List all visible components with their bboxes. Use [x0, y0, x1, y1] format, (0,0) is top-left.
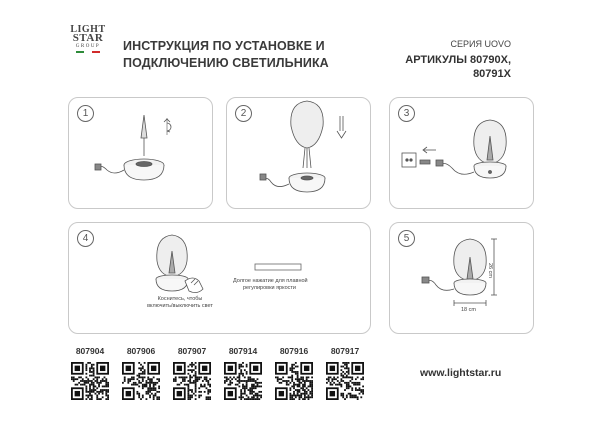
step-2-panel: [226, 97, 371, 209]
logo-line-1: LIGHT: [70, 24, 106, 35]
product-code: 807907: [177, 346, 207, 356]
bulb-icon: [141, 115, 147, 138]
brand-logo: [66, 25, 110, 53]
touch-instruction: [145, 296, 215, 310]
hold-instruction: [233, 278, 333, 292]
step-5-illustration: [390, 223, 535, 335]
step-1-panel: [68, 97, 213, 209]
page-title: [123, 38, 329, 72]
qr-code-icon[interactable]: [224, 362, 262, 400]
hold-text-line-2: регулировки яркости: [243, 285, 296, 291]
articles-line-2: 80791X: [473, 68, 511, 80]
dimmer-bar-icon: [255, 264, 301, 270]
step-5-panel: [389, 222, 534, 334]
website-link[interactable]: www.lightstar.ru: [420, 367, 502, 379]
hold-text-line-1: Долгое нажатие для плавной: [233, 278, 308, 284]
qr-code-icon[interactable]: [173, 362, 211, 400]
glass-shade-icon: [291, 101, 323, 148]
step-2-illustration: [227, 98, 372, 210]
step-3-panel: [389, 97, 534, 209]
width-label: 18 cm: [461, 307, 476, 313]
rotate-arrow-icon: [167, 123, 171, 131]
touch-text-line-2: включить/выключить свет: [147, 303, 213, 309]
step-5-number: 5: [398, 230, 415, 247]
logo-line-3: GROUP: [75, 44, 101, 49]
step-4-panel: [68, 222, 371, 334]
title-line-2: ПОДКЛЮЧЕНИЮ СВЕТИЛЬНИКА: [123, 56, 329, 70]
articles-line-1: АРТИКУЛЫ 80790X,: [405, 54, 511, 66]
product-code: 807914: [228, 346, 258, 356]
qr-code-icon[interactable]: [71, 362, 109, 400]
qr-code-icon[interactable]: [326, 362, 364, 400]
product-code: 807906: [126, 346, 156, 356]
touch-text-line-1: Коснитесь, чтобы: [157, 296, 203, 302]
article-numbers: [395, 53, 511, 81]
title-line-1: ИНСТРУКЦИЯ ПО УСТАНОВКЕ И: [123, 39, 325, 53]
step-2-number: 2: [235, 105, 252, 122]
series-label: СЕРИЯ UOVO: [450, 39, 511, 49]
power-socket-icon: [402, 153, 416, 167]
step-3-number: 3: [398, 105, 415, 122]
step-1-number: 1: [77, 105, 94, 122]
product-code: 807916: [279, 346, 309, 356]
logo-line-2: STAR: [72, 32, 104, 44]
product-code: 807904: [75, 346, 105, 356]
step-3-illustration: [390, 98, 535, 210]
step-4-number: 4: [77, 230, 94, 247]
height-label: 26 cm: [487, 263, 493, 278]
qr-code-icon[interactable]: [275, 362, 313, 400]
qr-code-icon[interactable]: [122, 362, 160, 400]
product-code: 807917: [330, 346, 360, 356]
step-1-illustration: [69, 98, 214, 210]
italian-flag-icon: [76, 51, 100, 53]
